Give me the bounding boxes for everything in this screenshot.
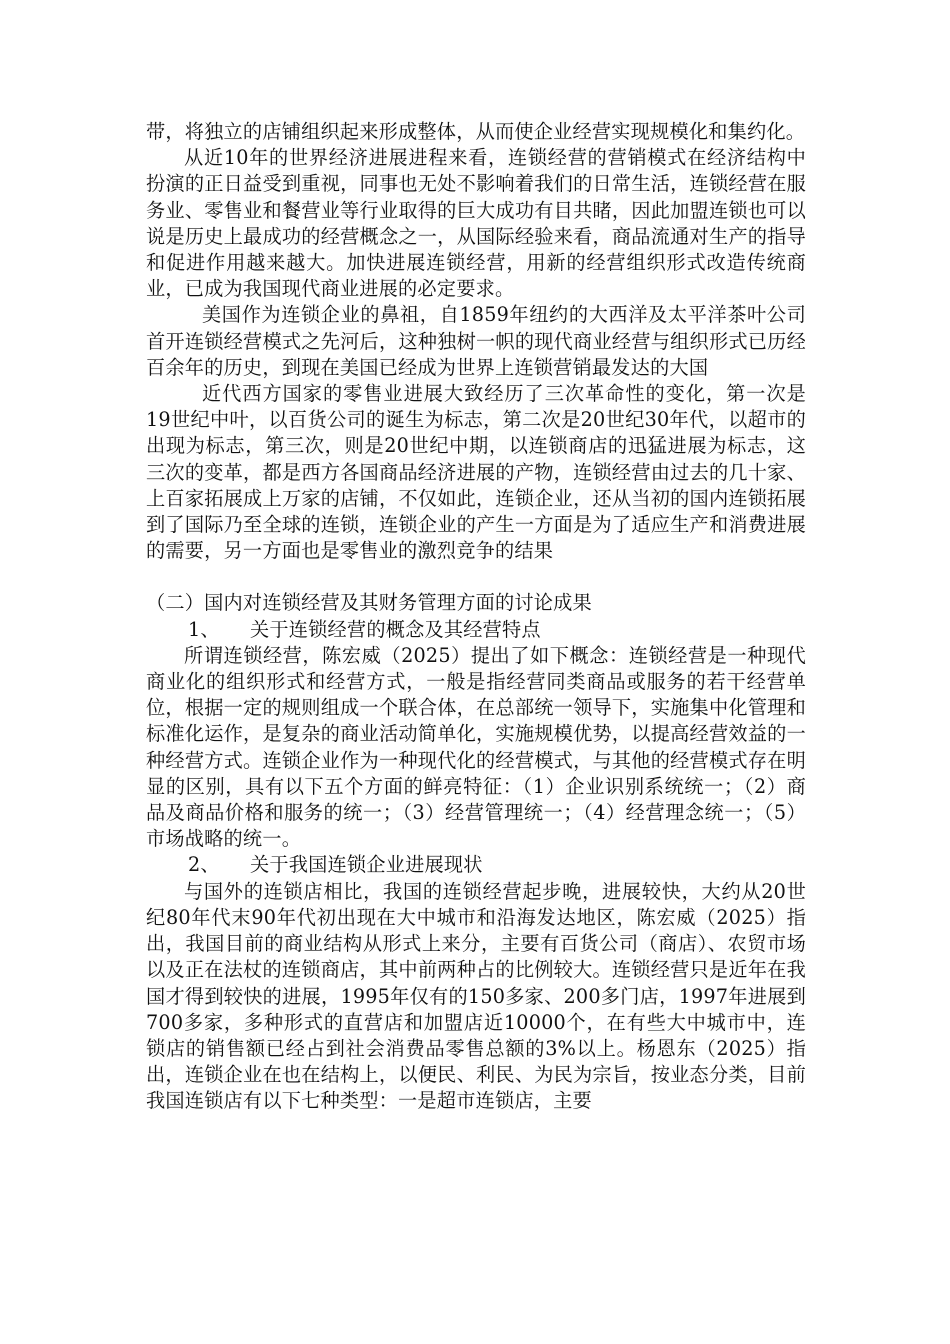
subheading-2-number: 2、 <box>188 853 220 877</box>
subheading-2-title: 关于我国连锁企业进展现状 <box>250 853 483 877</box>
section-heading: （二）国内对连锁经营及其财务管理方面的讨论成果 <box>146 591 592 615</box>
subheading-1-number: 1、 <box>188 617 220 641</box>
subheading-2 <box>146 852 806 878</box>
paragraph-continuation: 带，将独立的店铺组织起来形成整体，从而使企业经营实现规模化和集约化。 <box>146 120 806 143</box>
body-text <box>146 119 806 1115</box>
blank-line <box>146 564 806 590</box>
paragraph-china-status: 与国外的连锁店相比，我国的连锁经营起步晚，进展较快，大约从20世纪80年代末90年代初出现在大中城市和沿海发达地区，陈宏威（2025）指出，我国目前的商业结构从形式上来分，主要有百货公司（商店）、农贸市场以及正在法杖的连锁商店，其中前两种占的比例较大。连锁经营只是近年在我国才得到较快的进展，1995年仅有的150多家、200多门店，1997年进展到700多家，多种形式的直营店和加盟店近10000个，在有些大中城市中，连锁店的销售额已经占到社会消费品零售总额的3%以上。杨恩东（2025）指出，连锁企业在也在结构上，以便民、利民、为民为宗旨，按业态分类，目前我国连锁店有以下七种类型：一是超市连锁店，主要 <box>146 879 806 1113</box>
subheading-1 <box>146 617 806 643</box>
paragraph-us-chain: 美国作为连锁企业的鼻祖，自1859年纽约的大西洋及太平洋茶叶公司首开连锁经营模式之先河后，这种独树一帜的现代商业经营与组织形式已历经百余年的历史，到现在美国已经成为世界上连锁营销最发达的大国 <box>146 303 806 379</box>
paragraph-world-economy: 从近10年的世界经济进展进程来看，连锁经营的营销模式在经济结构中扮演的正日益受到重视，同事也无处不影响着我们的日常生活，连锁经营在服务业、零售业和餐营业等行业取得的巨大成功有目共睹，因此加盟连锁也可以说是历史上最成功的经营概念之一，从国际经验来看，商品流通对生产的指导和促进作用越来越大。加快进展连锁经营，用新的经营组织形式改造传统商业，已成为我国现代商业进展的必定要求。 <box>146 146 806 301</box>
subheading-1-title: 关于连锁经营的概念及其经营特点 <box>250 617 541 641</box>
paragraph-western-retail: 近代西方国家的零售业进展大致经历了三次革命性的变化，第一次是19世纪中叶，以百货公司的诞生为标志，第二次是20世纪30年代，以超市的出现为标志，第三次，则是20世纪中期，以连锁商店的迅猛进展为标志，这三次的变革，都是西方各国商品经济进展的产物，连锁经营由过去的几十家、上百家拓展成上万家的店铺，不仅如此，连锁企业，还从当初的国内连锁拓展到了国际乃至全球的连锁，连锁企业的产生一方面是为了适应生产和消费进展的需要，另一方面也是零售业的激烈竞争的结果 <box>146 382 806 563</box>
paragraph-chain-concept: 所谓连锁经营，陈宏威（2025）提出了如下概念：连锁经营是一种现代商业化的组织形式和经营方式，一般是指经营同类商品或服务的若干经营单位，根据一定的规则组成一个联合体，在总部统一领导下，实施集中化管理和标准化运作，是复杂的商业活动简单化，实施规模优势，以提高经营效益的一种经营方式。连锁企业作为一种现代化的经营模式，与其他的经营模式存在明显的区别，具有以下五个方面的鲜亮特征：（1）企业识别系统统一；（2）商品及商品价格和服务的统一；（3）经营管理统一；（4）经营理念统一；（5）市场战略的统一。 <box>146 643 806 851</box>
